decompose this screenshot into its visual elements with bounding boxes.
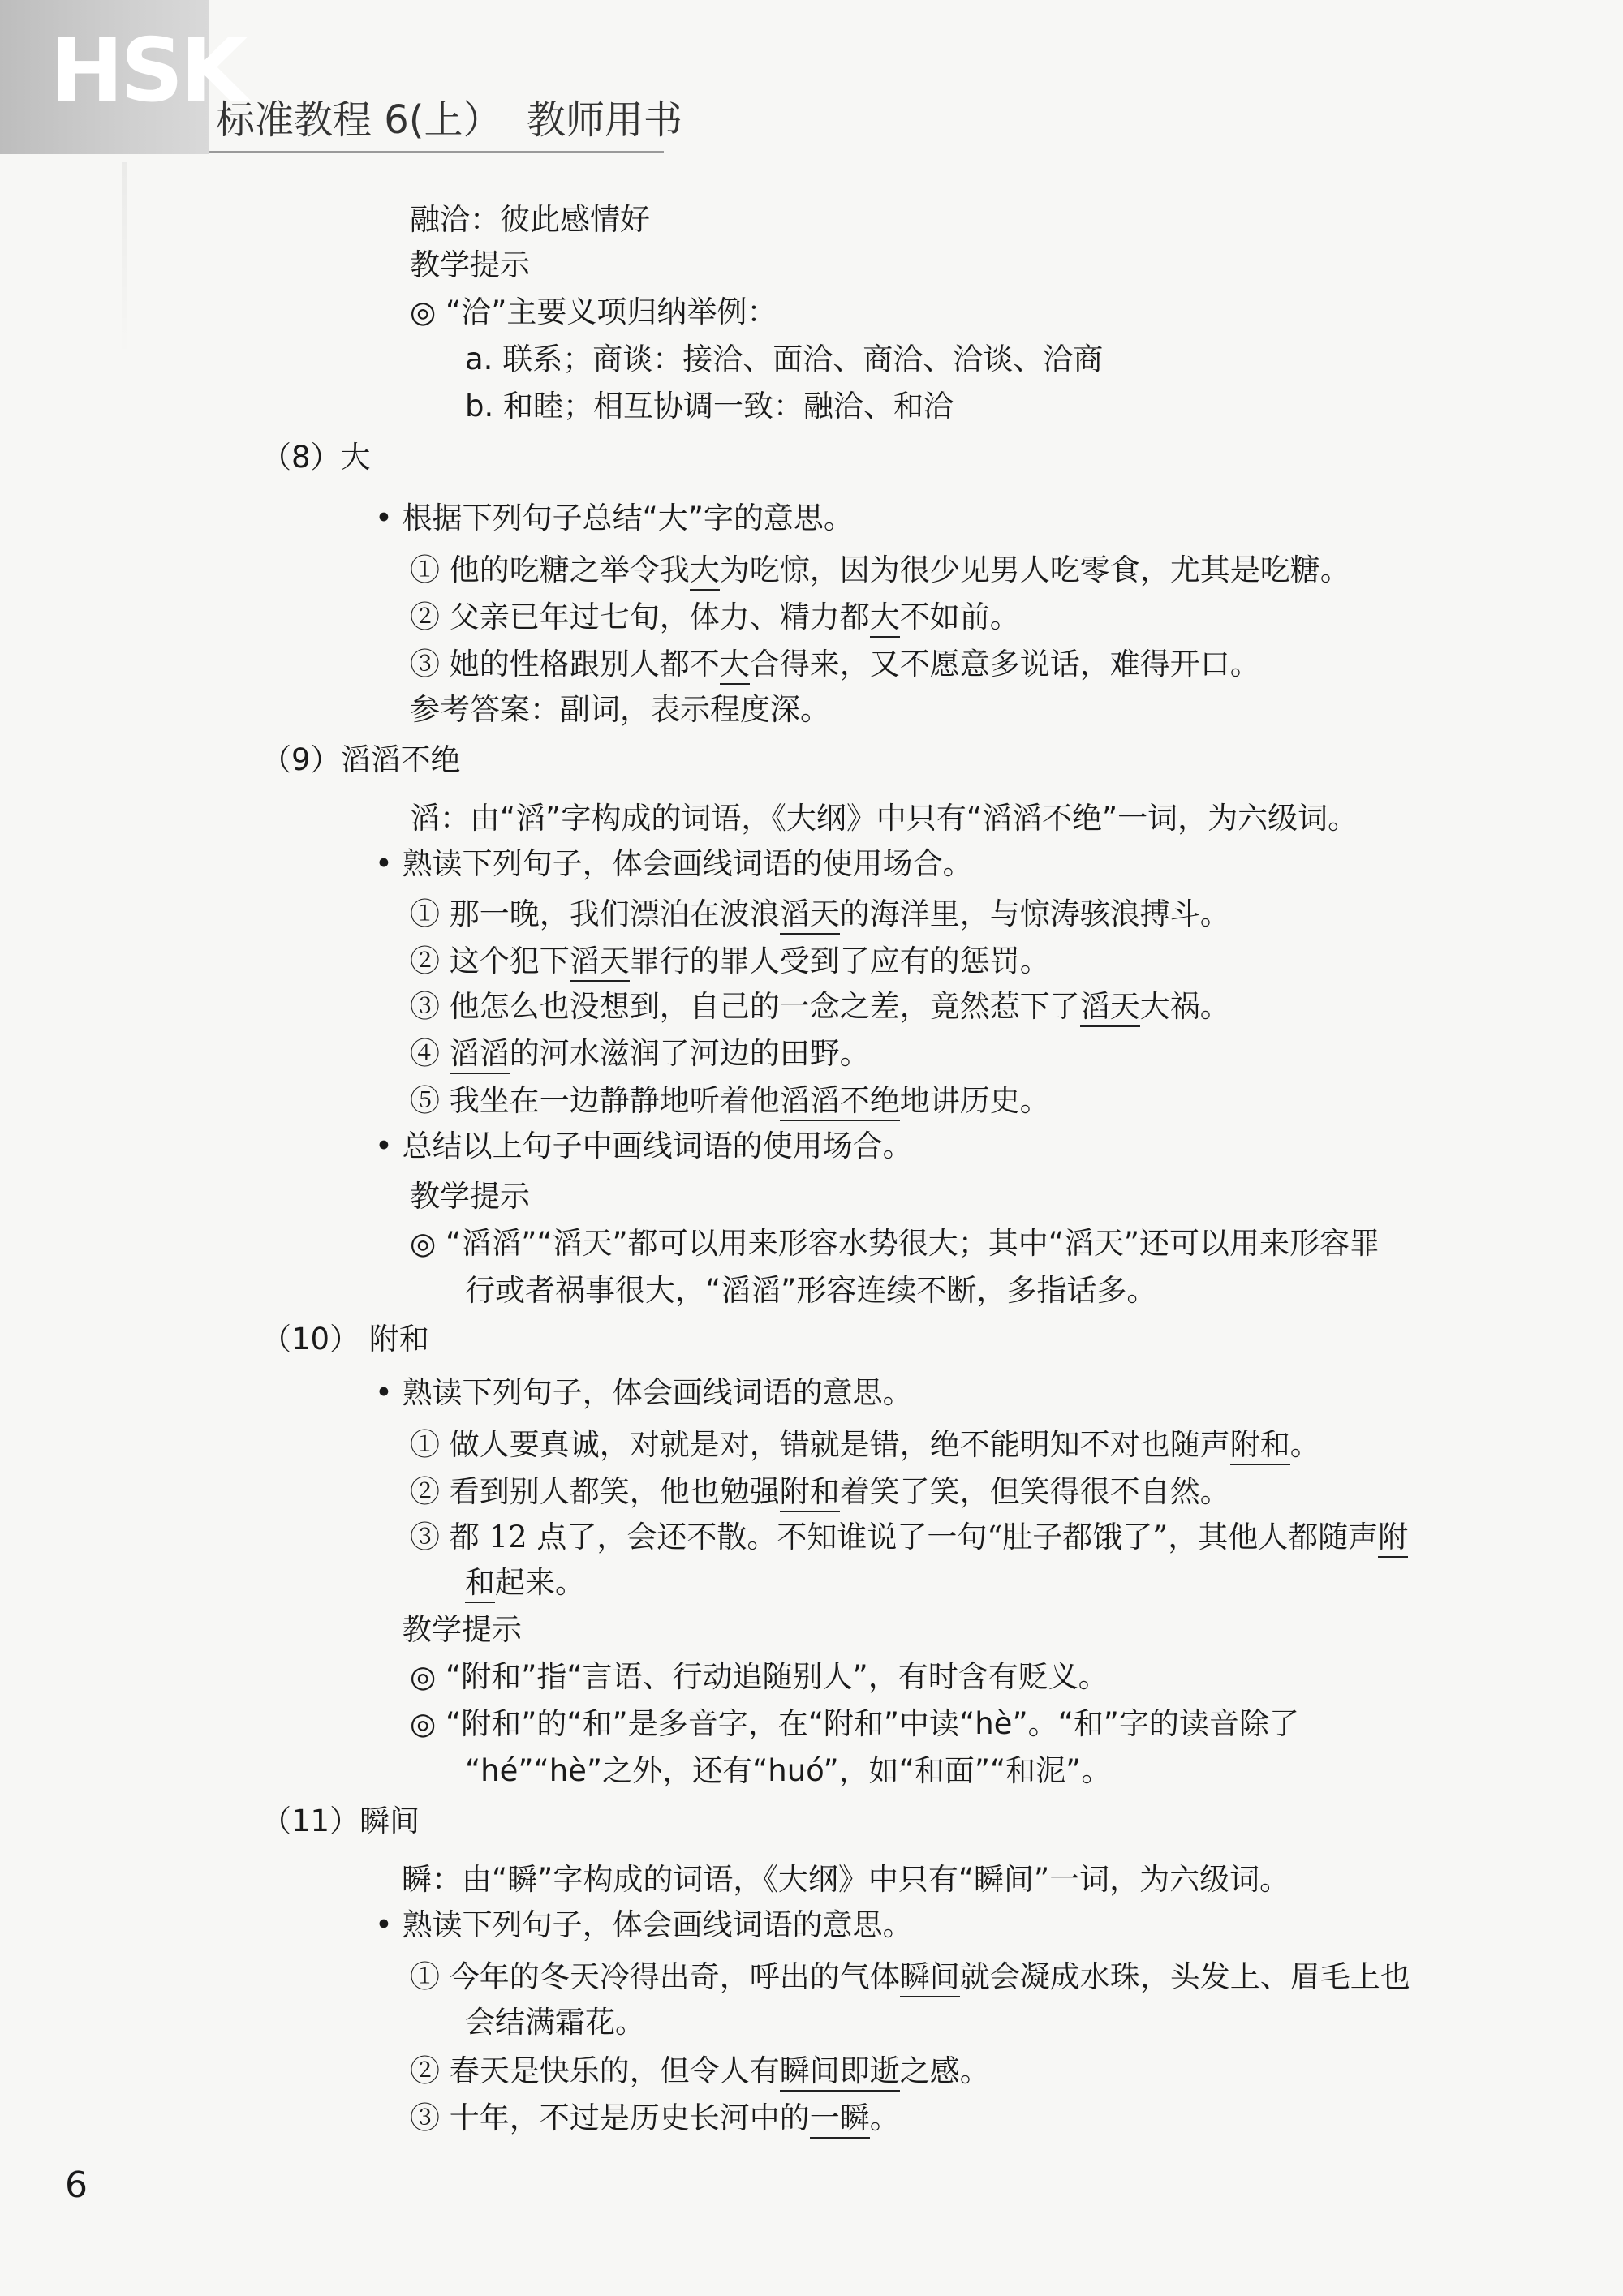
text-segment: • 熟读下列句子，体会画线词语的意思。 [375,1907,913,1942]
text-line [410,801,1358,836]
text-line [410,649,1260,679]
text-line [410,1036,870,1071]
text-line [410,946,1050,976]
text-segment: 。 [869,2100,900,2135]
text-segment: （11）瞬间 [261,1804,420,1838]
text-segment: 的河水滋润了河边的田野。 [509,1036,870,1071]
text-line [465,389,954,424]
text-segment: ② 父亲已年过七旬，体力、精力都 [410,600,870,634]
text-segment: 会结满霜花。 [465,2005,645,2040]
text-segment: ◎ “滔滔”“滔天”都可以用来形容水势很大；其中“滔天”还可以用来形容罪 [410,1226,1380,1261]
text-segment: 着笑了笑，但笑得很不自然。 [839,1474,1230,1509]
text-segment: 合得来，又不愿意多说话，难得开口。 [749,647,1260,681]
text-segment: 滔：由“滔”字构成的词语，《大纲》中只有“滔滔不绝”一词，为六级词。 [410,801,1358,836]
text-segment: 参考答案：副词，表示程度深。 [410,692,830,727]
text-segment: ① 今年的冬天冷得出奇，呼出的气体 [410,1959,900,1994]
text-segment: 起来。 [495,1565,585,1600]
text-segment: 教学提示 [402,1612,522,1647]
text-line [465,1565,585,1600]
text-segment: 之感。 [899,2053,990,2088]
text-segment: ③ 他怎么也没想到，自己的一念之差，竟然惹下了 [410,989,1080,1024]
text-line [402,1862,1290,1897]
text-segment: ◎ “附和”的“和”是多音字，在“附和”中读“hè”。“和”字的读音除了 [410,1706,1299,1741]
text-segment: 融洽：彼此感情好 [410,202,650,237]
text-line [261,1806,420,1836]
text-line [410,2100,900,2135]
text-line [410,1659,1109,1694]
underlined-term: 瞬间 [900,1959,960,1997]
text-line [465,1273,1157,1308]
text-line [410,202,650,237]
text-line [375,503,854,533]
book-title: 标准教程 6(上） 教师用书 [216,97,683,143]
text-segment: ① 做人要真诚，对就是对，错就是错，绝不能明知不对也随声 [410,1427,1230,1462]
text-segment: 教学提示 [410,247,530,282]
text-line [465,2005,645,2040]
text-segment: ③ 十年，不过是历史长河中的 [410,2100,810,2135]
text-line [261,1322,429,1357]
underlined-term: 附和 [780,1474,840,1512]
text-segment: ④ [410,1036,450,1071]
text-segment: 罪行的罪人受到了应有的惩罚。 [629,944,1050,978]
text-line [410,247,530,282]
text-line [410,989,1230,1024]
underlined-term: 大 [690,553,720,591]
text-line [465,1753,1112,1788]
text-segment: 大祸。 [1139,989,1230,1024]
text-segment: （8）大 [261,440,371,475]
text-segment: 地讲历史。 [899,1083,1050,1118]
text-line [375,1131,913,1161]
text-line [410,555,1350,585]
text-segment: ② 看到别人都笑，他也勉强 [410,1474,780,1509]
underlined-term: 附和 [1230,1427,1290,1465]
text-segment: ◎ “洽”主要义项归纳举例： [410,295,777,329]
text-line [410,1083,1050,1118]
text-line [410,1226,1380,1261]
underlined-term: 一瞬 [810,2100,870,2139]
text-segment: （9）滔滔不绝 [261,742,461,777]
text-line [410,1522,1408,1552]
text-line [402,1612,522,1647]
underlined-term: 滔滔 [450,1036,510,1074]
text-line [375,1375,913,1410]
text-line [261,440,371,475]
text-segment: （10） 附和 [261,1322,429,1357]
text-line [410,1474,1230,1509]
text-segment: 。 [1289,1427,1320,1462]
underlined-term: 和 [465,1565,495,1603]
text-line [410,692,830,727]
text-segment: • 总结以上句子中画线词语的使用场合。 [375,1129,913,1163]
underlined-term: 附 [1378,1520,1408,1558]
underlined-term: 滔天 [780,896,840,935]
page-number: 6 [65,2165,88,2206]
text-line [465,344,1103,374]
text-segment: b. 和睦；相互协调一致：融洽、和洽 [465,389,954,424]
text-segment: • 熟读下列句子，体会画线词语的使用场合。 [375,846,973,881]
text-line [410,1706,1299,1741]
text-segment: • 熟读下列句子，体会画线词语的意思。 [375,1375,913,1410]
text-segment: ② 春天是快乐的，但令人有 [410,2053,780,2088]
text-line [410,1427,1320,1462]
underlined-term: 滔滔不绝 [780,1083,900,1121]
underlined-term: 滔天 [570,944,630,982]
text-segment: 不如前。 [899,600,1020,634]
text-segment: ① 那一晚，我们漂泊在波浪 [410,896,780,931]
text-line [375,846,973,881]
text-line [261,742,461,777]
text-segment: 瞬：由“瞬”字构成的词语，《大纲》中只有“瞬间”一词，为六级词。 [402,1862,1290,1897]
text-line [410,602,1020,632]
underlined-term: 滔天 [1080,989,1140,1027]
text-line [410,896,1230,931]
underlined-term: 大 [720,647,750,685]
text-segment: ③ 都 12 点了，会还不散。不知谁说了一句“肚子都饿了”，其他人都随声 [410,1520,1379,1554]
text-segment: a. 联系；商谈：接洽、面洽、商洽、洽谈、洽商 [465,342,1104,376]
text-segment: ③ 她的性格跟别人都不 [410,647,720,681]
text-segment: • 根据下列句子总结“大”字的意思。 [375,501,854,535]
margin-shadow [122,162,127,357]
text-segment: 就会凝成水珠，头发上、眉毛上也 [959,1959,1410,1994]
text-line [410,1179,530,1214]
text-segment: ⑤ 我坐在一边静静地听着他 [410,1083,780,1118]
text-segment: ◎ “附和”指“言语、行动追随别人”，有时含有贬义。 [410,1659,1109,1694]
text-segment: “hé”“hè”之外，还有“huó”，如“和面”“和泥”。 [465,1753,1112,1788]
text-segment: 教学提示 [410,1179,530,1214]
text-line [410,297,777,327]
hsk-logo: HSK [50,20,245,122]
underlined-term: 大 [870,600,900,638]
text-line [410,2053,990,2088]
text-segment: ② 这个犯下 [410,944,570,978]
text-line [375,1907,913,1942]
text-segment: ① 他的吃糖之举令我 [410,553,690,587]
text-line [410,1959,1410,1994]
underlined-term: 瞬间即逝 [780,2053,900,2092]
text-segment: 的海洋里，与惊涛骇浪搏斗。 [839,896,1230,931]
text-segment: 为吃惊，因为很少见男人吃零食，尤其是吃糖。 [719,553,1350,587]
text-segment: 行或者祸事很大，“滔滔”形容连续不断，多指话多。 [465,1273,1157,1308]
header-rule [209,151,664,153]
